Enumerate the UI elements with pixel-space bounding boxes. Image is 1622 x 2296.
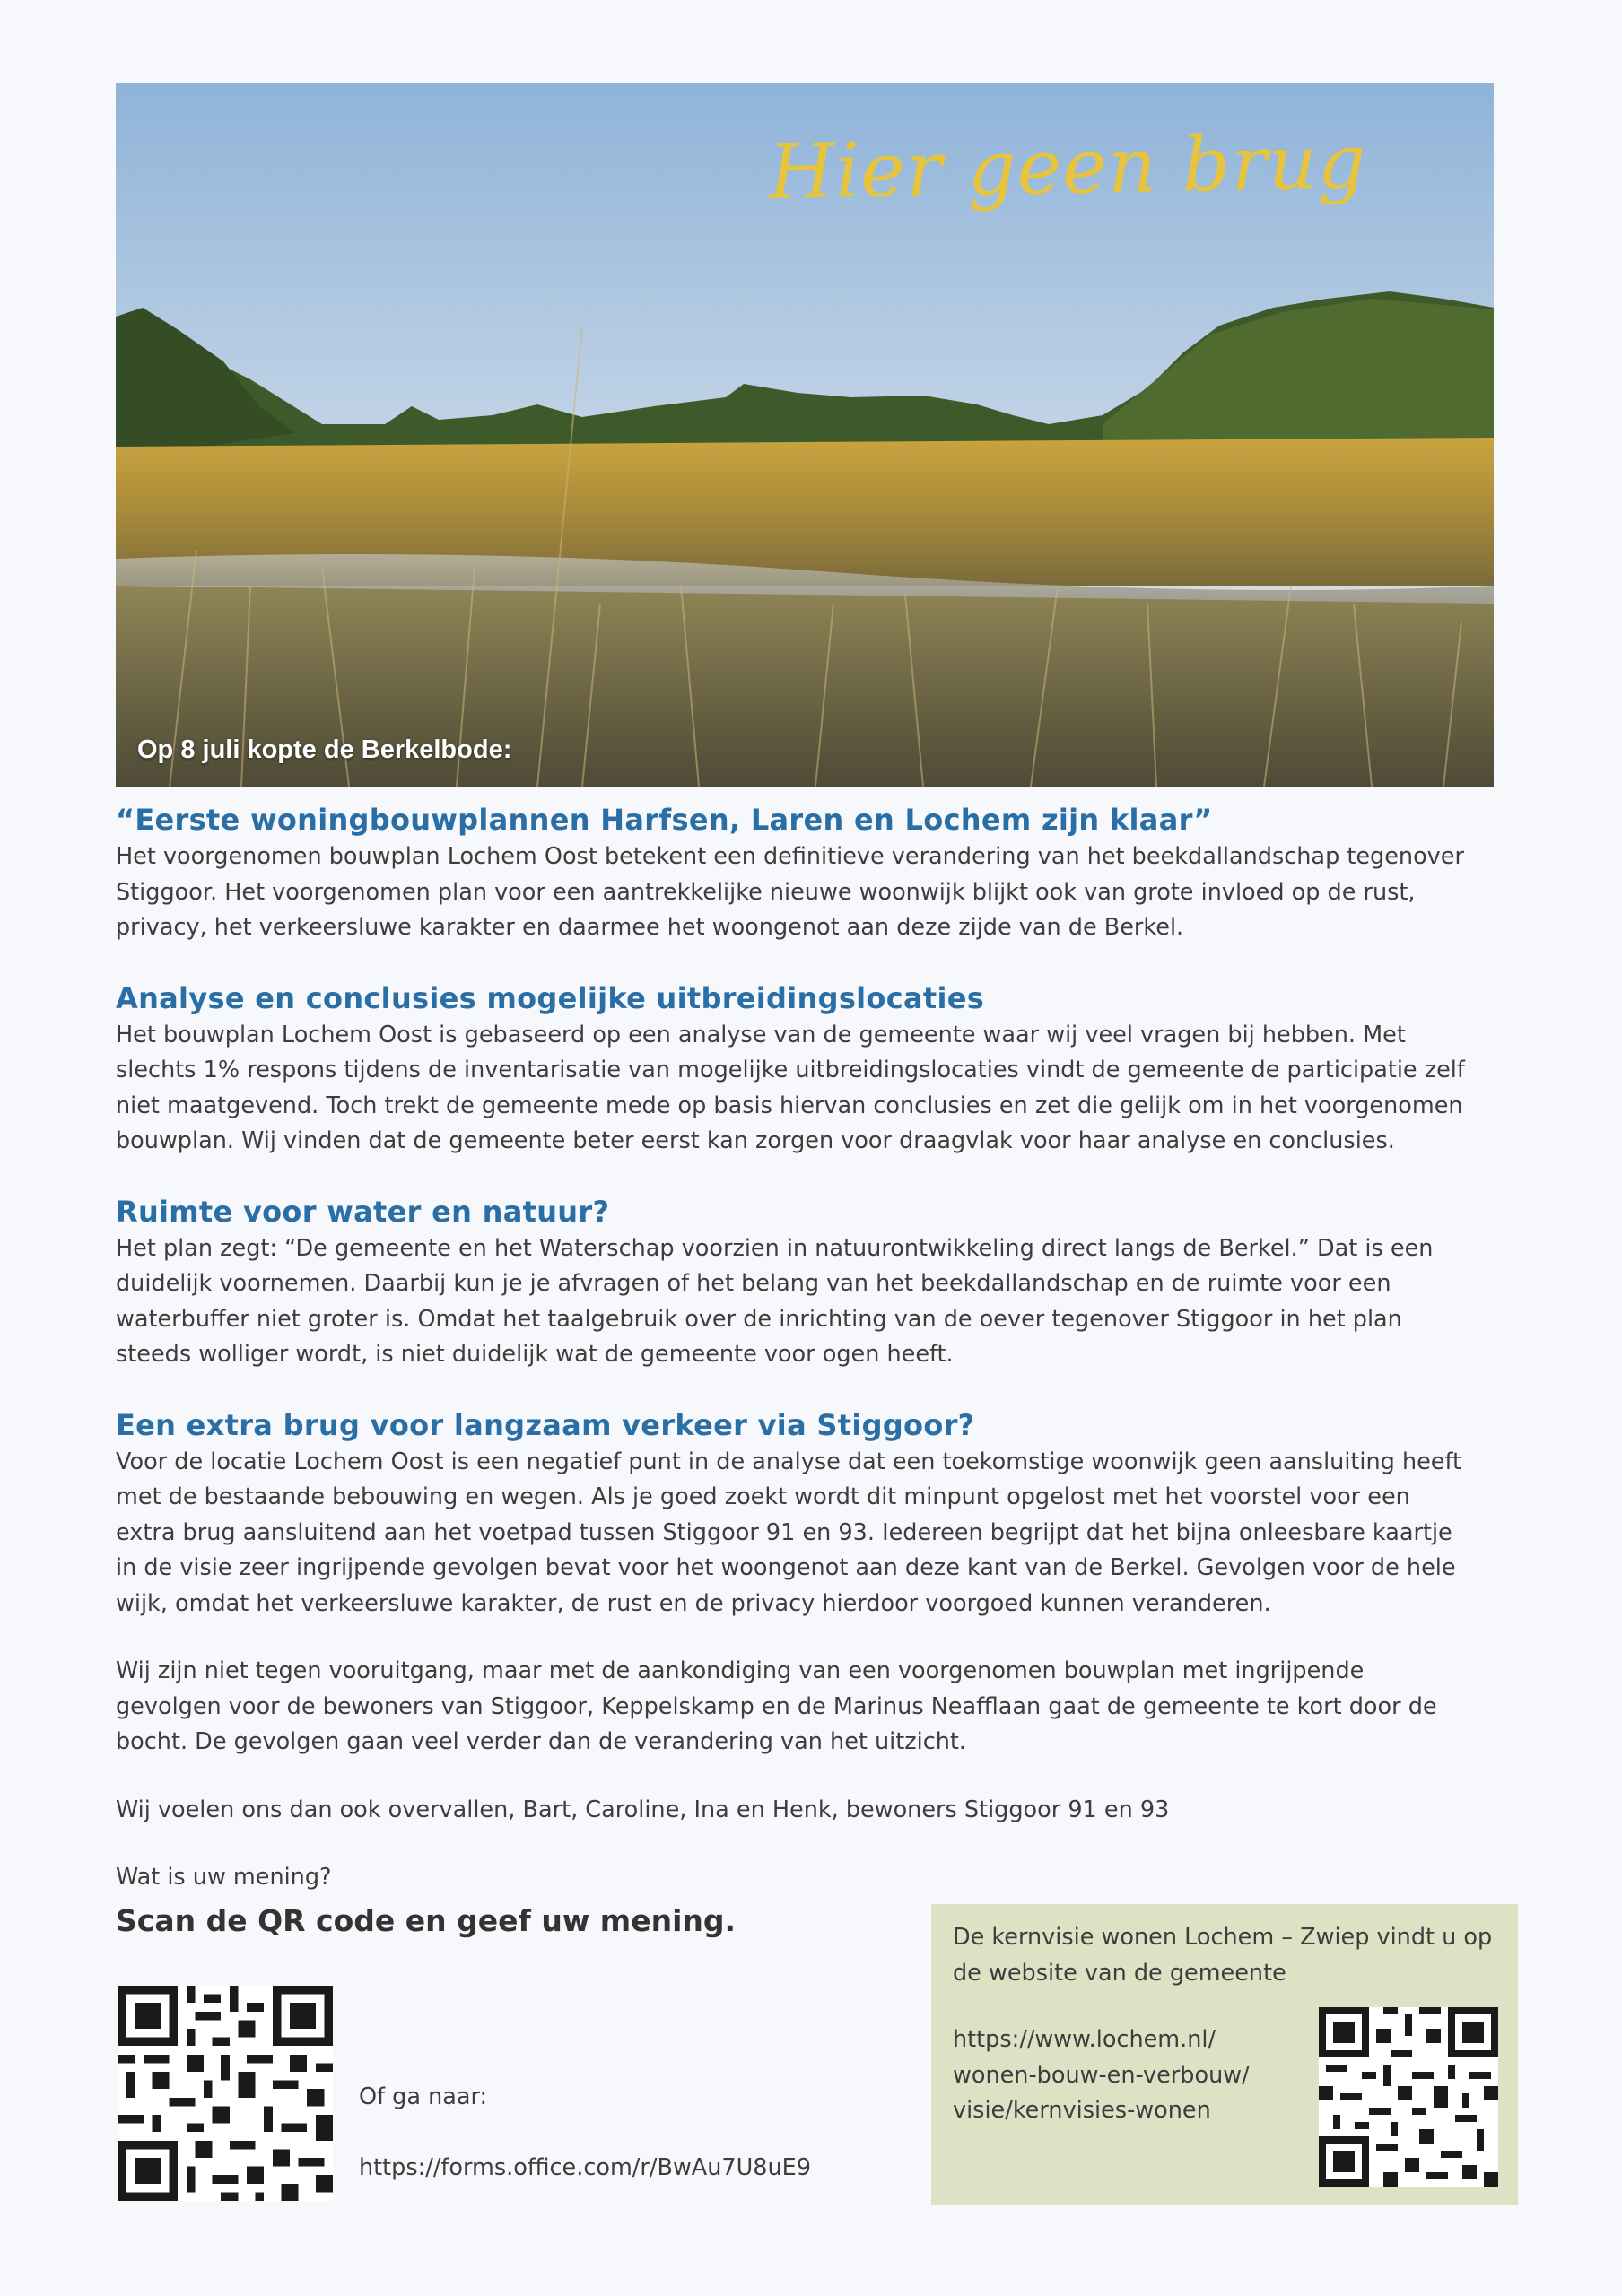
article-body [116, 800, 1506, 1896]
paragraph-line: gevolgen voor de bewoners van Stiggoor, Keppelskamp en de Marinus Neafflaan gaat de gemeente te kort door de [116, 1692, 1437, 1720]
section-berkelbode [116, 800, 1506, 946]
paragraph-line: slechts 1% respons tijdens de inventarisatie van mogelijke uitbreidingslocaties vindt de gemeente de participatie zelf [116, 1057, 1465, 1083]
question-line: Wat is uw mening? [116, 1864, 332, 1891]
qr-code-icon [118, 1986, 333, 2201]
qr-code-icon [1319, 2007, 1498, 2187]
photo-caption: Op 8 juli kopte de Berkelbode: [137, 735, 512, 764]
section-heading: “Eerste woningbouwplannen Harfsen, Laren en Lochem zijn klaar” [116, 803, 1213, 837]
closing-paragraph [116, 1654, 1506, 1761]
paragraph-line: bocht. De gevolgen gaan veel verder dan de verandering van het uitzicht. [116, 1728, 966, 1755]
section-paragraph [116, 1231, 1506, 1373]
section-heading: Ruimte voor water en natuur? [116, 1194, 610, 1229]
section-heading: Een extra brug voor langzaam verkeer via Stiggoor? [116, 1407, 975, 1442]
info-box-title: De kernvisie wonen Lochem – Zwiep vindt u op de website van de gemeente [953, 1924, 1493, 1987]
paragraph-line: in de visie zeer ingrijpende gevolgen bevat voor het woongenot aan deze kant van de Berkel. Gevolgen voor de hele [116, 1554, 1456, 1581]
handwritten-title: Hier geen brug [767, 117, 1367, 216]
paragraph-line: duidelijk voornemen. Daarbij kun je je afvragen of het belang van het beekdallandschap en de ruimte voor een [116, 1270, 1391, 1297]
paragraph-line: privacy, het verkeersluwe karakter en daarmee het woongenot aan deze zijde van de Berkel. [116, 914, 1184, 941]
goto-label: Of ga naar: [359, 2083, 488, 2110]
paragraph-line: extra brug aansluitend aan het voetpad tussen Stiggoor 91 en 93. Iedereen begrijpt dat het bijna onleesbare kaartje [116, 1518, 1452, 1546]
paragraph-line: Het plan zegt: “De gemeente en het Waterschap voorzien in natuurontwikkeling direct langs de Berkel.” Dat is een [116, 1234, 1434, 1262]
section-paragraph [116, 1445, 1506, 1622]
forms-link[interactable]: https://forms.office.com/r/BwAu7U8uE9 [359, 2154, 812, 2181]
landscape-photo [116, 83, 1494, 787]
section-ruimte [116, 1192, 1506, 1373]
paragraph-line: steeds wolliger wordt, is niet duidelijk wat de gemeente voor ogen heeft. [116, 1341, 954, 1368]
paragraph-line: Het voorgenomen bouwplan Lochem Oost betekent een definitieve verandering van het beekdallandschap tegenover [116, 843, 1464, 870]
section-brug [116, 1405, 1506, 1622]
qr-code-kernvisie[interactable] [1319, 2007, 1498, 2187]
paragraph-line: met de bestaande bebouwing en wegen. Als je goed zoekt wordt dit minpunt opgelost met het voorstel voor een [116, 1483, 1410, 1510]
section-heading: Analyse en conclusies mogelijke uitbreidingslocaties [116, 980, 985, 1015]
paragraph-line: bouwplan. Wij vinden dat de gemeente beter eerst kan zorgen voor draagvlak voor haar analyse en conclusies. [116, 1127, 1395, 1154]
paragraph-line: wijk, omdat het verkeersluwe karakter, de rust en de privacy hierdoor voorgoed kunnen veranderen. [116, 1589, 1271, 1617]
section-paragraph [116, 839, 1506, 946]
section-analyse [116, 978, 1506, 1160]
kernvisie-link[interactable]: https://www.lochem.nl/ wonen-bouw-en-verbouw/ visie/kernvisies-wonen [953, 2026, 1250, 2124]
signature-line: Wij voelen ons dan ook overvallen, Bart, Caroline, Ina en Henk, bewoners Stiggoor 91 en 93 [116, 1796, 1170, 1823]
paragraph-line: Wij zijn niet tegen vooruitgang, maar met de aankondiging van een voorgenomen bouwplan met ingrijpende [116, 1657, 1365, 1684]
paragraph-line: Stiggoor. Het voorgenomen plan voor een aantrekkelijke nieuwe woonwijk blijkt ook van grote invloed op de rust, [116, 878, 1416, 906]
qr-code-forms[interactable] [118, 1986, 333, 2201]
paragraph-line: niet maatgevend. Toch trekt de gemeente mede op basis hiervan conclusies en zet die gelijk om in het voorgenomen [116, 1091, 1463, 1119]
paragraph-line: Het bouwplan Lochem Oost is gebaseerd op een analyse van de gemeente waar wij veel vragen bij hebben. Met [116, 1021, 1406, 1048]
section-paragraph [116, 1018, 1506, 1160]
paragraph-line: waterbuffer niet groter is. Omdat het taalgebruik over de inrichting van de oever tegenover Stiggoor in het plan [116, 1305, 1402, 1333]
cta-heading: Scan de QR code en geef uw mening. [116, 1903, 737, 1938]
paragraph-line: Voor de locatie Lochem Oost is een negatief punt in de analyse dat een toekomstige woonwijk geen aansluiting heeft [116, 1448, 1462, 1475]
